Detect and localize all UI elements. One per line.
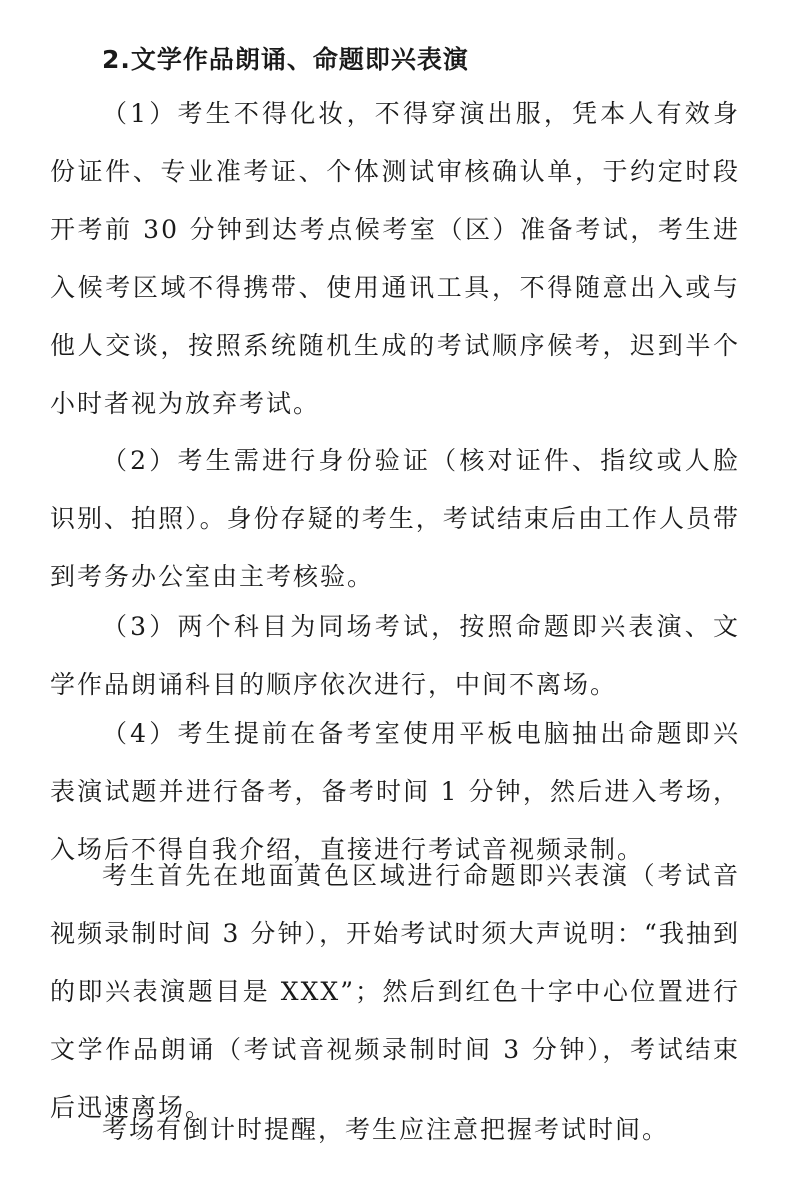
paragraph-1: （1）考生不得化妆，不得穿演出服，凭本人有效身份证件、专业准考证、个体测试审核确认单，于约定时段开考前 30 分钟到达考点候考室（区）准备考试，考生进入候考区域不得携带、使用通讯工具，不得随意出入或与他人交谈，按照系统随机生成的考试顺序候考，迟到半个小时者视为放弃考试。 [50,99,740,418]
section-heading: 2.文学作品朗诵、命题即兴表演 [102,45,469,74]
paragraph-2: （2）考生需进行身份验证（核对证件、指纹或人脸识别、拍照）。身份存疑的考生，考试结束后由工作人员带到考务办公室由主考核验。 [50,446,740,591]
paragraph-3: （3）两个科目为同场考试，按照命题即兴表演、文学作品朗诵科目的顺序依次进行，中间不离场。 [50,612,740,699]
paragraph-4: （4）考生提前在备考室使用平板电脑抽出命题即兴表演试题并进行备考，备考时间 1 分钟，然后进入考场，入场后不得自我介绍，直接进行考试音视频录制。 [50,719,740,864]
paragraph-6: 考场有倒计时提醒，考生应注意把握考试时间。 [102,1115,670,1144]
paragraph-5: 考生首先在地面黄色区域进行命题即兴表演（考试音视频录制时间 3 分钟），开始考试时须大声说明：“我抽到的即兴表演题目是 XXX”；然后到红色十字中心位置进行文学作品朗诵（考试音视频录制时间 3 分钟），考试结束后迅速离场。 [50,861,740,1122]
